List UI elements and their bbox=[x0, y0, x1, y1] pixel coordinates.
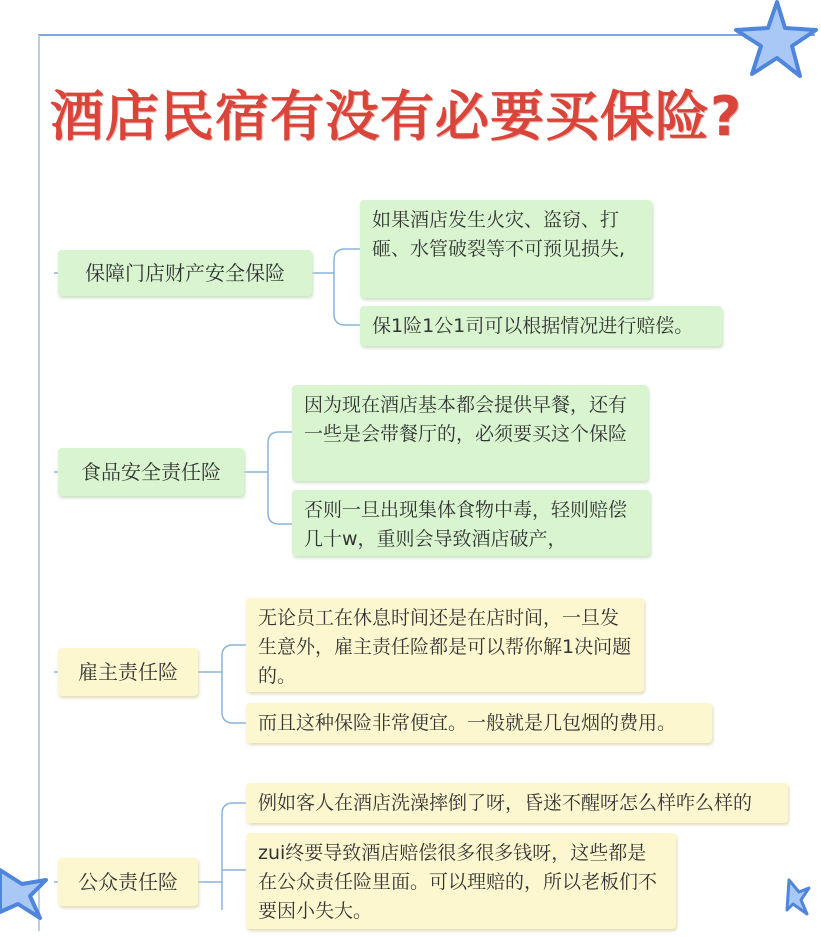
leaf-public-guest-accident: 例如客人在酒店洗澡摔倒了呀，昏迷不醒呀怎么样咋么样的 bbox=[246, 783, 788, 823]
leaf-employer-accident: 无论员工在休息时间还是在店时间，一旦发生意外，雇主责任险都是可以帮你解1决问题的。 bbox=[246, 598, 644, 692]
leaf-property-compensation: 保1险1公1司可以根据情况进行赔偿。 bbox=[360, 306, 722, 346]
leaf-food-poisoning-risk: 否则一旦出现集体食物中毒，轻则赔偿几十w，重则会导致酒店破产， bbox=[292, 490, 650, 556]
page-title: 酒店民宿有没有必要买保险? bbox=[50, 85, 743, 148]
category-public-liability: 公众责任险 bbox=[58, 858, 198, 906]
category-employer-liability: 雇主责任险 bbox=[58, 648, 198, 696]
leaf-employer-cheap: 而且这种保险非常便宜。一般就是几包烟的费用。 bbox=[246, 703, 712, 743]
category-food-safety-liability: 食品安全责任险 bbox=[58, 448, 244, 496]
leaf-public-compensation: zui终要导致酒店赔偿很多很多钱呀，这些都是在公众责任险里面。可以理赔的，所以老板们不要因小失大。 bbox=[246, 833, 676, 929]
category-property-insurance: 保障门店财产安全保险 bbox=[58, 250, 312, 296]
leaf-food-breakfast-restaurant: 因为现在酒店基本都会提供早餐，还有一些是会带餐厅的，必须要买这个保险 bbox=[292, 385, 648, 481]
leaf-property-loss-cases: 如果酒店发生火灾、盗窃、打砸、水管破裂等不可预见损失, bbox=[360, 200, 652, 298]
